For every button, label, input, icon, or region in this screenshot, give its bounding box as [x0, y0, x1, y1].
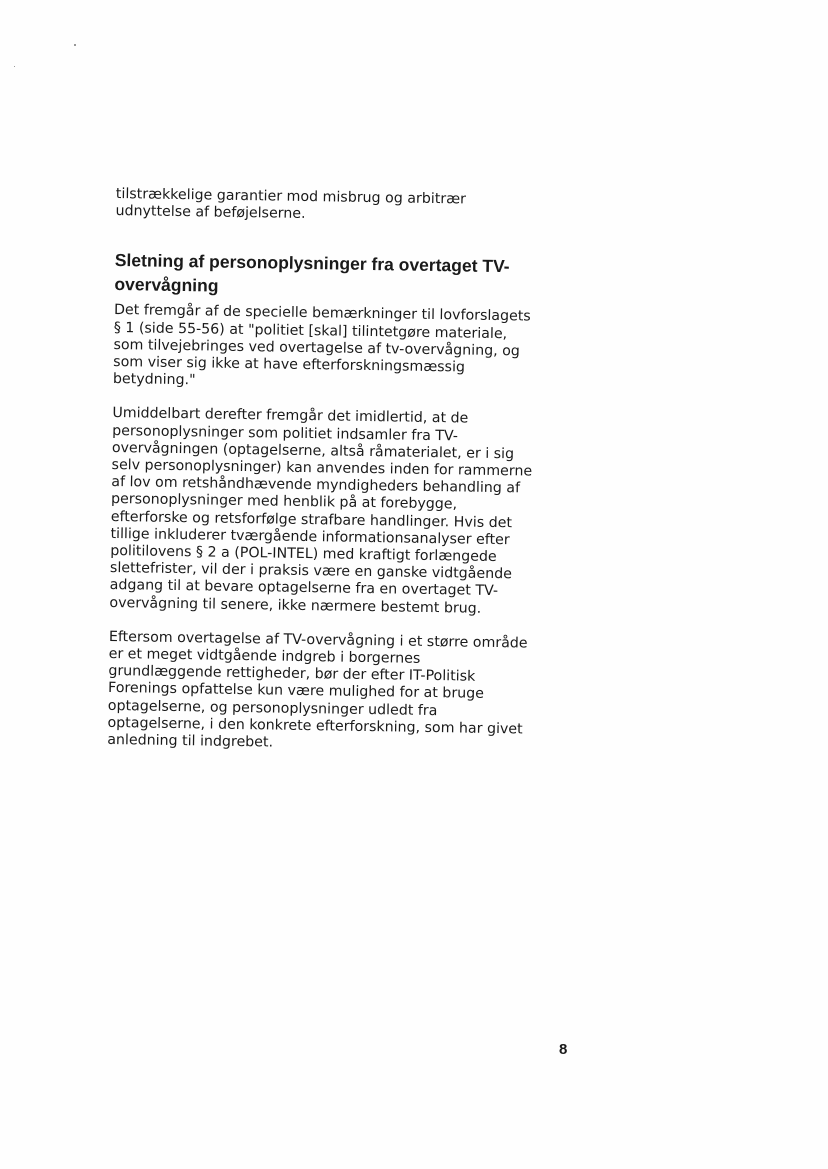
- paragraph-line: som viser sig ikke at have efterforskningsmæssig: [113, 353, 466, 376]
- scan-speck: [14, 66, 15, 67]
- paragraph-line: Eftersom overtagelse af TV-overvågning i et større område: [108, 628, 528, 652]
- paragraph-line: personoplysninger med henblik på at forebygge,: [110, 491, 458, 513]
- paragraph-eftersom: [107, 629, 569, 757]
- paragraph-line: Forenings opfattelse kun være mulighed for at bruge: [107, 680, 485, 703]
- paragraph-line: personoplysninger som politiet indsamler fra TV-: [112, 422, 459, 445]
- paragraph-line: slettefrister, vil der i praksis være en ganske vidtgående: [109, 560, 513, 583]
- paragraph-line: selv personoplysninger) kan anvendes inden for rammerne: [111, 456, 533, 480]
- paragraph-bemaerkninger: [113, 302, 574, 395]
- paragraph-line: overvågning til senere, ikke nærmere bestemt brug.: [109, 594, 482, 617]
- page-number: 8: [559, 1041, 568, 1058]
- paragraph-line: Umiddelbart derefter fremgår det imidlertid, at de: [112, 405, 469, 427]
- paragraph-line: adgang til at bevare optagelserne fra en overtaget TV-: [109, 577, 499, 600]
- paragraph-line: overvågningen (optagelserne, altså råmaterialet, er i sig: [111, 439, 515, 463]
- intro-line: udnyttelse af beføjelserne.: [115, 203, 306, 223]
- paragraph-line: anledning til indgrebet.: [107, 732, 274, 751]
- section-heading: [114, 248, 575, 303]
- scan-speck: [74, 44, 76, 46]
- paragraph-line: politilovens § 2 a (POL-INTEL) med kraftigt forlængede: [110, 543, 497, 566]
- paragraph-umiddelbart: [109, 405, 572, 619]
- intro-line: tilstrækkelige garantier mod misbrug og arbitrær: [115, 186, 467, 208]
- paragraph-line: grundlæggende rettigheder, bør der efter IT-Politisk: [108, 663, 476, 685]
- paragraph-line: optagelserne, i den konkrete efterforskning, som har givet: [107, 714, 523, 738]
- paragraph-line: Det fremgår af de specielle bemærkninger til lovforslagets: [113, 302, 531, 325]
- document-body: [107, 186, 576, 756]
- section-heading-line: overvågning: [114, 274, 219, 297]
- paragraph-line: er et meget vidtgående indgreb i borgernes: [108, 646, 421, 667]
- paragraph-line: som tilvejebringes ved overtagelse af tv-overvågning, og: [113, 336, 521, 360]
- paragraph-line: betydning.": [112, 371, 196, 389]
- paragraph-line: af lov om retshåndhævende myndigheders behandling af: [111, 474, 521, 497]
- paragraph-line: § 1 (side 55-56) at "politiet [skal] tilintetgøre materiale,: [113, 319, 508, 342]
- section-heading-line: Sletning af personoplysninger fra overtaget TV-: [114, 250, 510, 277]
- paragraph-line: efterforske og retsforfølge strafbare handlinger. Hvis det: [110, 508, 513, 531]
- intro-paragraph: [115, 186, 575, 228]
- paragraph-line: tillige inkluderer tværgående informationsanalyser efter: [110, 525, 510, 549]
- paragraph-line: optagelserne, og personoplysninger udledt fra: [107, 697, 438, 719]
